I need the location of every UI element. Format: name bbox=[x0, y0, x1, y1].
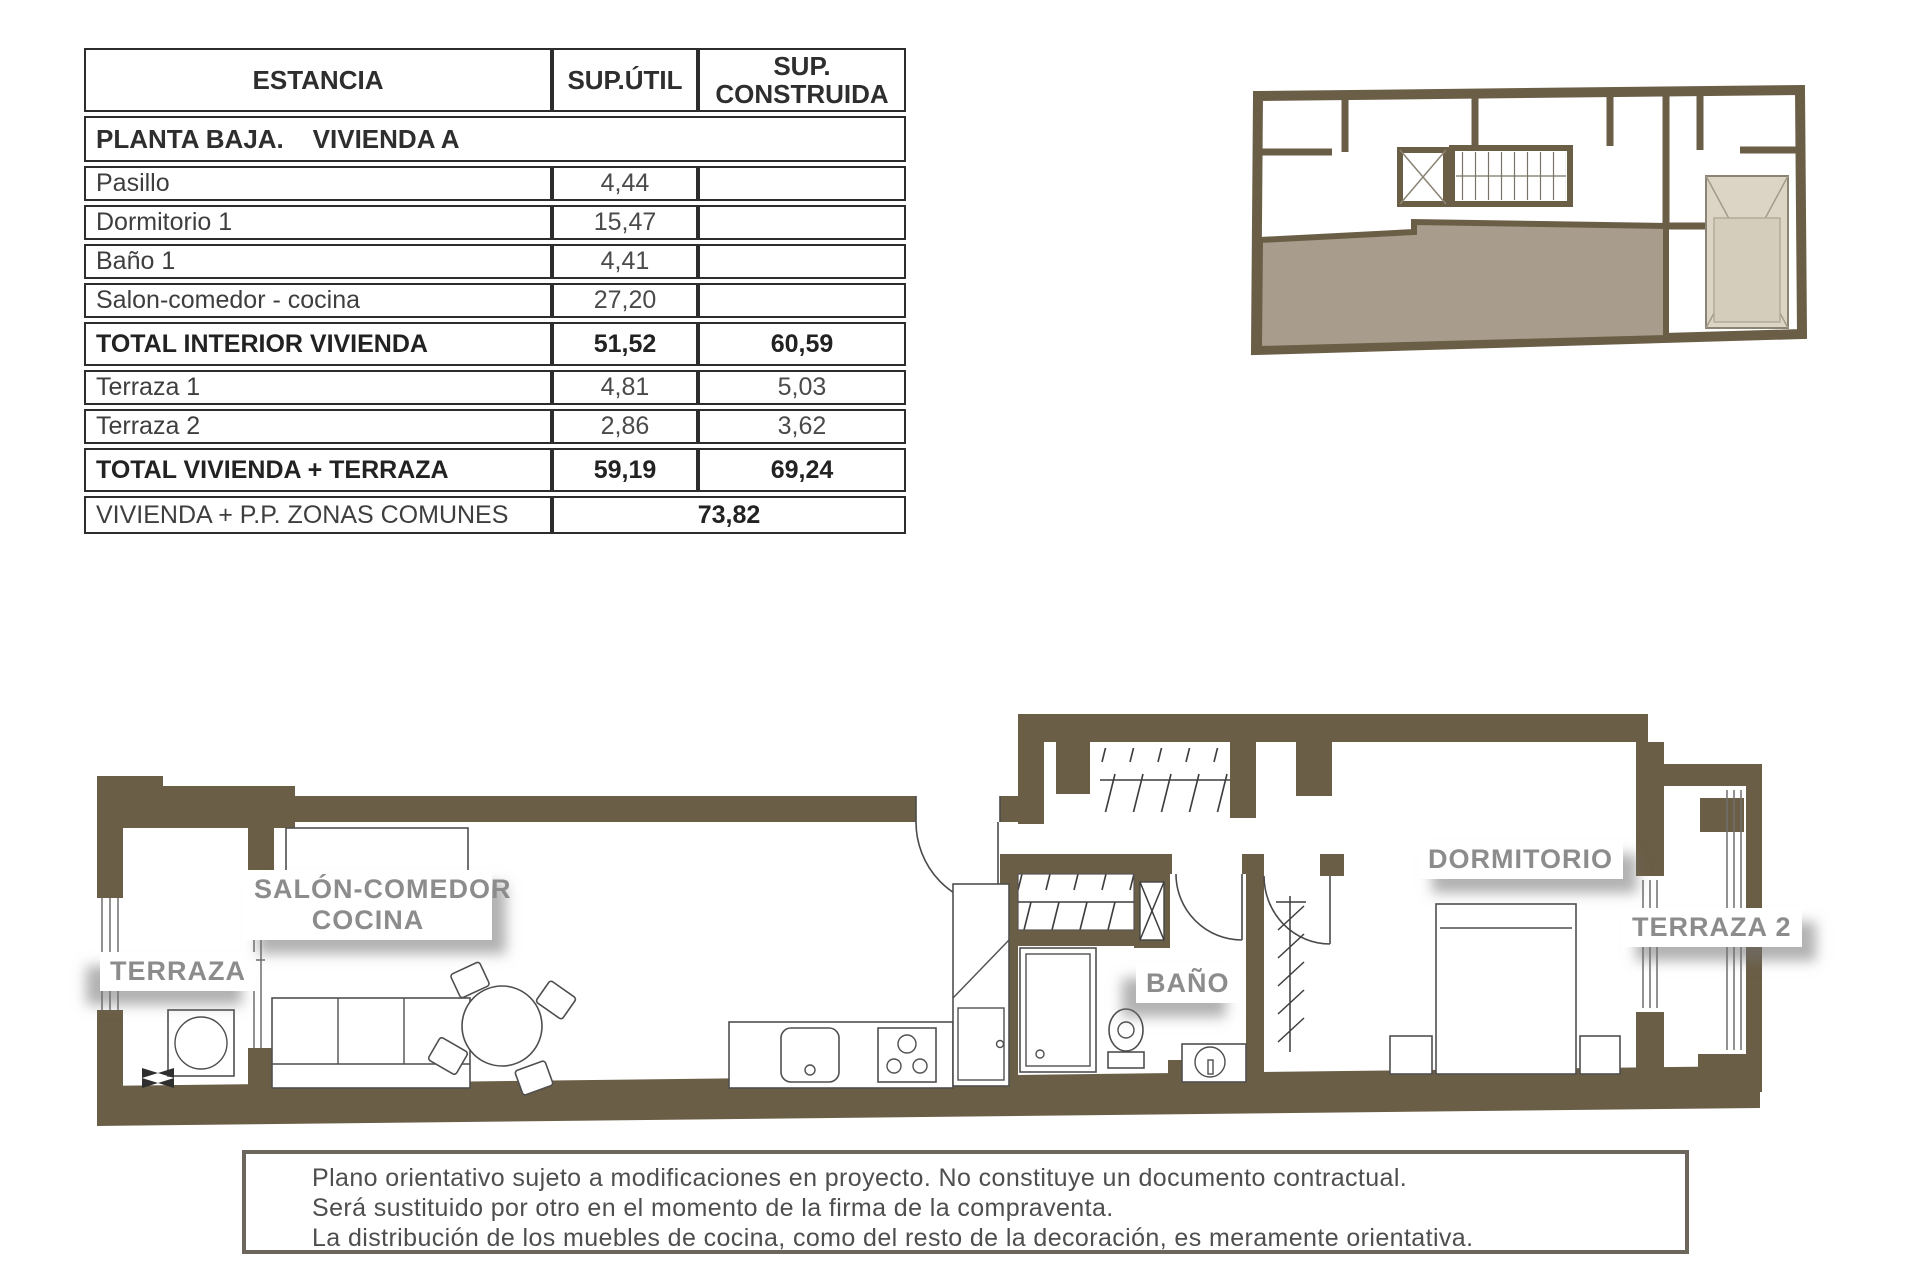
terraza-right-wall bbox=[248, 786, 274, 874]
room-name-cell: Salon-comedor - cocina bbox=[84, 283, 552, 318]
kitchen-counter bbox=[729, 1022, 953, 1088]
sup-construida-cell: 5,03 bbox=[698, 370, 906, 405]
sup-construida-cell: 69,24 bbox=[698, 448, 906, 492]
label-dormitorio: DORMITORIO bbox=[1418, 840, 1623, 879]
bed bbox=[1436, 904, 1576, 1074]
top-wall-right bbox=[1018, 714, 1648, 742]
sup-util-cell: 27,20 bbox=[552, 283, 698, 318]
key-plan-patio-inner bbox=[1714, 218, 1780, 322]
shower bbox=[1020, 948, 1096, 1072]
coat-rod-symbol bbox=[1276, 896, 1306, 1052]
disclaimer-line2: Será sustituido por otro en el momento de la firma de la compraventa. bbox=[312, 1194, 1114, 1222]
room-name-cell: TOTAL INTERIOR VIVIENDA bbox=[84, 322, 552, 366]
section-title: PLANTA BAJA. VIVIENDA A bbox=[84, 116, 906, 162]
sup-util-cell: 51,52 bbox=[552, 322, 698, 366]
entry-jamb-wall bbox=[1000, 796, 1020, 822]
kitchen-sink bbox=[781, 1028, 839, 1082]
tall-kitchen-unit bbox=[953, 884, 1009, 1086]
label-salon bbox=[244, 870, 512, 940]
sup-construida-cell: 3,62 bbox=[698, 409, 906, 444]
label-terraza2: TERRAZA 2 bbox=[1622, 908, 1802, 947]
toilet bbox=[1108, 1009, 1144, 1068]
sup-util-cell: 4,44 bbox=[552, 166, 698, 201]
nightstand bbox=[1390, 1036, 1432, 1074]
footer-value: 73,82 bbox=[552, 496, 906, 534]
dorm-right-wall-lower bbox=[1636, 1012, 1664, 1076]
room-name-cell: Pasillo bbox=[84, 166, 552, 201]
terraza-right-stub bbox=[248, 1048, 274, 1094]
room-name-cell: Dormitorio 1 bbox=[84, 205, 552, 240]
room-name-cell: TOTAL VIVIENDA + TERRAZA bbox=[84, 448, 552, 492]
entry-pillar bbox=[1056, 742, 1090, 794]
dorm-pillar bbox=[1296, 742, 1332, 796]
bottom-right-corner-wall bbox=[1698, 1054, 1762, 1092]
dorm-right-wall-upper bbox=[1636, 742, 1664, 876]
col-sup-construida: SUP. CONSTRUIDA bbox=[698, 48, 906, 112]
disclaimer-line3: La distribución de los muebles de cocina, como del resto de la decoración, es meramente orientativa. bbox=[312, 1224, 1474, 1252]
sup-construida-cell: 60,59 bbox=[698, 322, 906, 366]
room-name-cell: Terraza 1 bbox=[84, 370, 552, 405]
bath-door-arc bbox=[1176, 874, 1242, 940]
sup-util-cell: 15,47 bbox=[552, 205, 698, 240]
bath-closet-wall bbox=[1018, 930, 1134, 946]
key-plan-unit-highlight bbox=[1259, 222, 1666, 349]
drain-symbol bbox=[142, 1068, 174, 1088]
dorm-door-wall bbox=[1320, 854, 1344, 876]
disclaimer-line1: Plano orientativo sujeto a modificaciones en proyecto. No constituye un documento contractual. bbox=[312, 1164, 1408, 1192]
label-salon-line2: COCINA bbox=[311, 905, 425, 935]
salon-top-wall bbox=[274, 796, 916, 822]
bath-top-wall-left bbox=[1000, 854, 1172, 874]
closet-end-wall bbox=[1230, 742, 1256, 818]
chair bbox=[535, 980, 576, 1020]
washbasin bbox=[1182, 1044, 1246, 1082]
label-terraza: TERRAZA bbox=[100, 952, 256, 991]
furniture-group bbox=[142, 828, 1620, 1096]
dorm-door-arc bbox=[1264, 876, 1330, 944]
label-bano: BAÑO bbox=[1136, 964, 1240, 1003]
sideboard bbox=[286, 828, 468, 872]
room-name-cell: Baño 1 bbox=[84, 244, 552, 279]
terraza2-block bbox=[1700, 798, 1744, 832]
label-salon-line1: SALÓN-COMEDOR bbox=[254, 874, 512, 904]
kitchen-hob bbox=[878, 1028, 936, 1082]
col-sup-util: SUP.ÚTIL bbox=[552, 48, 698, 112]
key-plan bbox=[1256, 90, 1802, 350]
col-estancia: ESTANCIA bbox=[84, 48, 552, 112]
bath-right-wall bbox=[1246, 854, 1264, 1086]
nightstand bbox=[1580, 1036, 1620, 1074]
sup-util-cell: 2,86 bbox=[552, 409, 698, 444]
sup-util-cell: 4,41 bbox=[552, 244, 698, 279]
sup-util-cell: 59,19 bbox=[552, 448, 698, 492]
entry-opening bbox=[916, 796, 1000, 822]
washing-machine bbox=[168, 1010, 234, 1076]
room-name-cell: Terraza 2 bbox=[84, 409, 552, 444]
footer-label: VIVIENDA + P.P. ZONAS COMUNES bbox=[84, 496, 552, 534]
disclaimer-box bbox=[242, 1150, 1689, 1254]
sup-util-cell: 4,81 bbox=[552, 370, 698, 405]
round-table bbox=[462, 986, 542, 1066]
